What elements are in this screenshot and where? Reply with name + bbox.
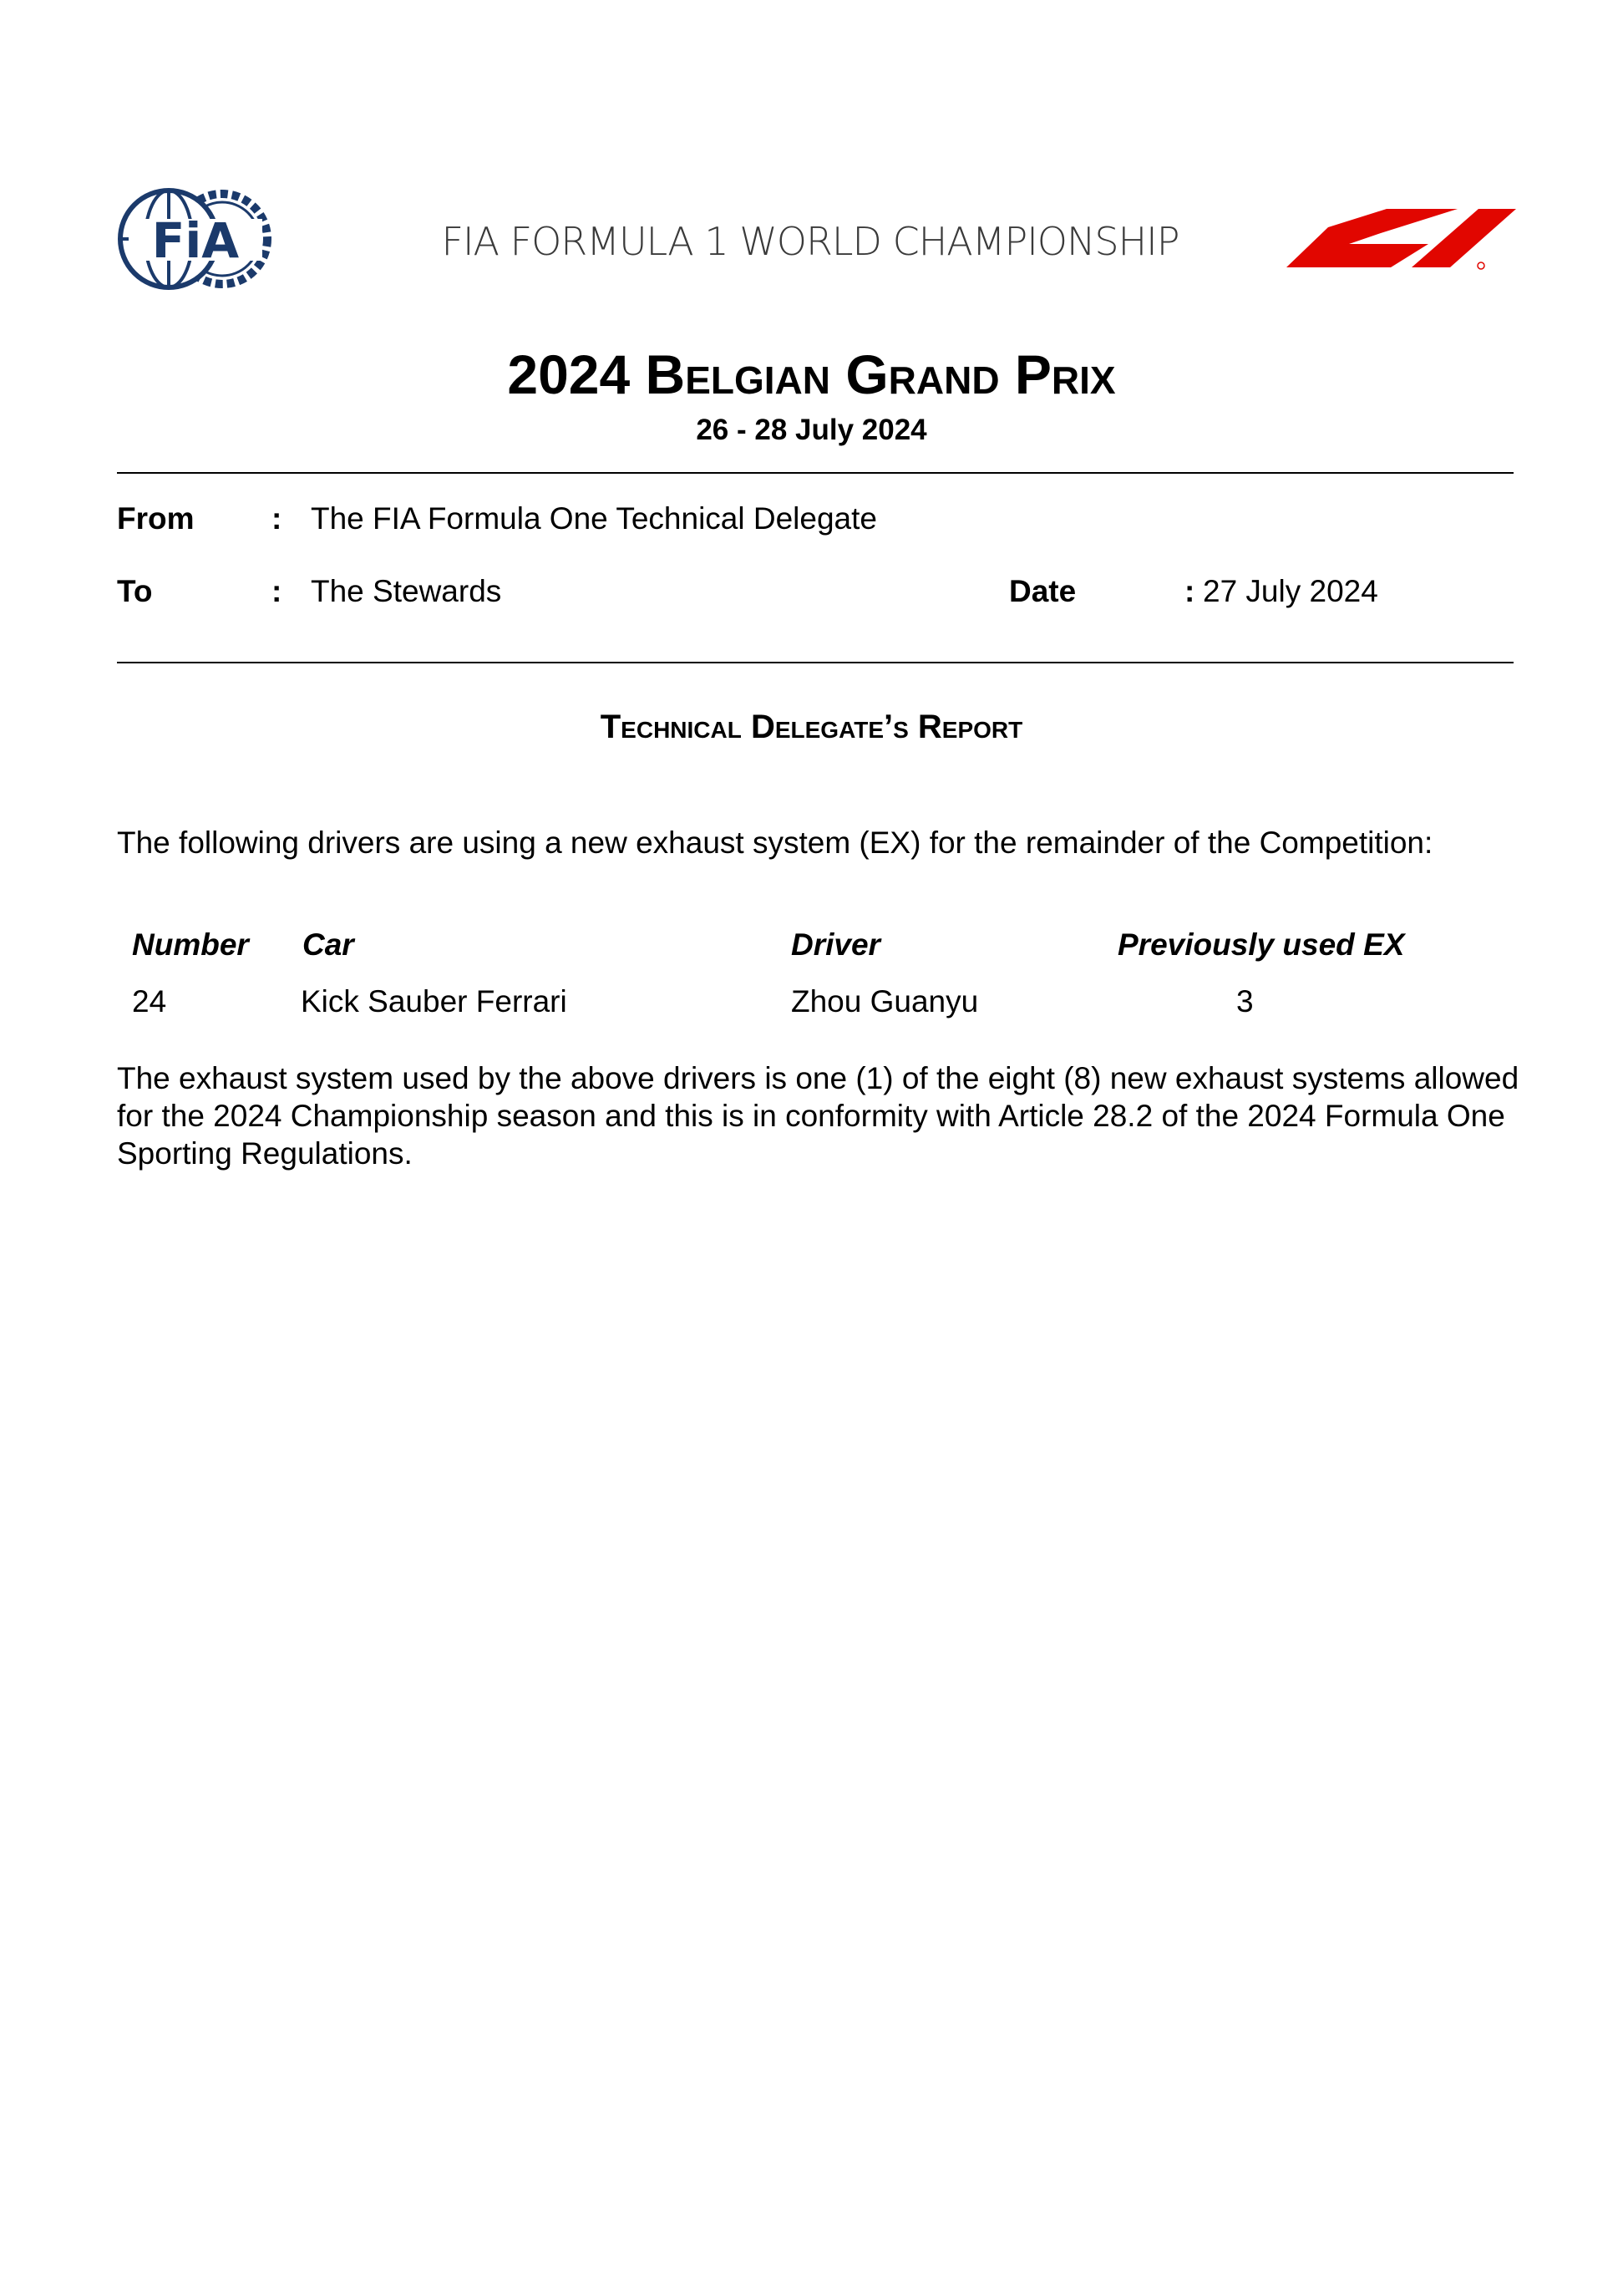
- f1-logo: [1286, 209, 1516, 272]
- to-value: The Stewards: [311, 574, 502, 608]
- to-colon: :: [271, 574, 282, 608]
- from-colon: :: [271, 501, 282, 536]
- table-header-car: Car: [302, 927, 354, 962]
- to-label: To: [117, 574, 153, 608]
- fia-logo: [115, 185, 274, 292]
- intro-paragraph: The following drivers are using a new exhaust system (EX) for the remainder of the Competition:: [117, 825, 1433, 860]
- table-cell-car: Kick Sauber Ferrari: [301, 984, 567, 1018]
- date-colon: :: [1184, 574, 1195, 608]
- from-label: From: [117, 501, 195, 536]
- date-label: Date: [1009, 574, 1077, 608]
- conclusion-paragraph: The exhaust system used by the above drivers is one (1) of the eight (8) new exhaust systems allowed for the 2024 Championship season and this is in conformity with Article 28.2 of the 2024 Formula One Sporting Regulations.: [117, 1061, 1519, 1171]
- table-cell-number: 24: [132, 984, 167, 1018]
- table-header-previously-used: Previously used EX: [1118, 927, 1405, 962]
- date-value: 27 July 2024: [1203, 574, 1378, 608]
- divider-top: [117, 472, 1514, 474]
- event-title: 2024 Belgian Grand Prix: [507, 343, 1116, 405]
- from-value: The FIA Formula One Technical Delegate: [311, 501, 877, 536]
- table-header-driver: Driver: [791, 927, 880, 962]
- svg-text:F1: F1: [1286, 209, 1288, 210]
- report-heading: Technical Delegate’s Report: [600, 709, 1023, 745]
- championship-title: FIA FORMULA 1 WORLD CHAMPIONSHIP: [441, 219, 1179, 264]
- divider-bottom: [117, 662, 1514, 663]
- table-cell-driver: Zhou Guanyu: [791, 984, 979, 1018]
- svg-text:FiA: FiA: [151, 212, 240, 269]
- table-cell-previously-used: 3: [1236, 984, 1254, 1018]
- event-dates: 26 - 28 July 2024: [696, 414, 927, 446]
- table-header-number: Number: [132, 927, 249, 962]
